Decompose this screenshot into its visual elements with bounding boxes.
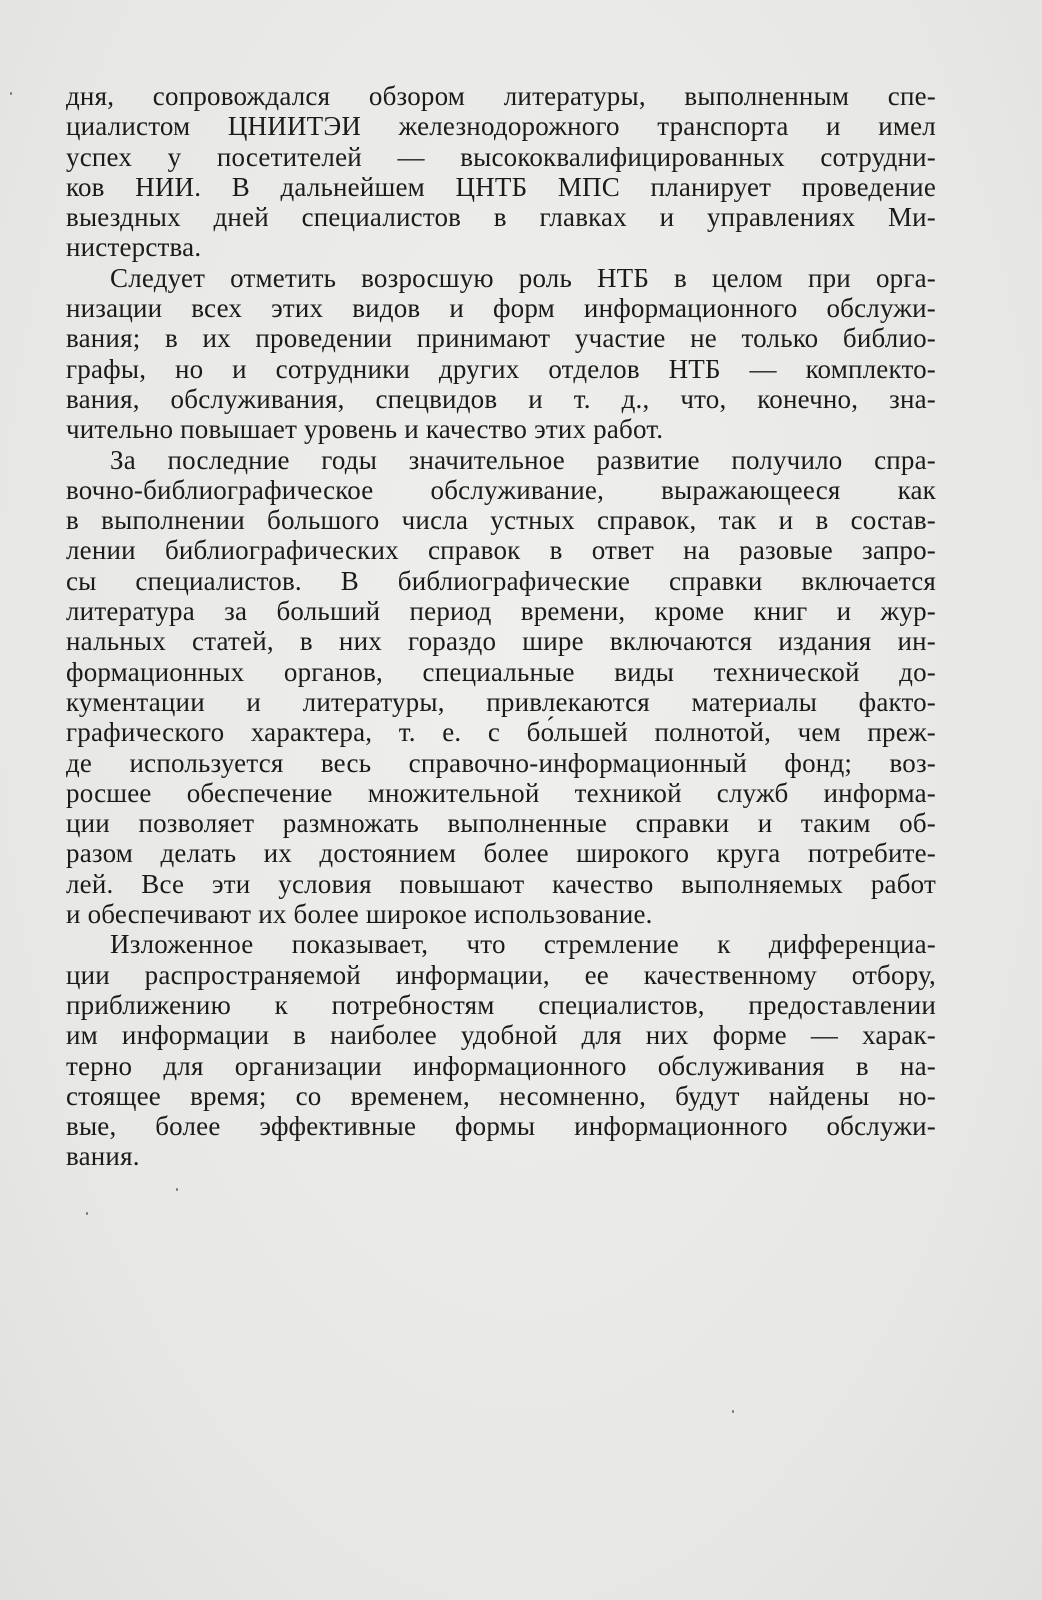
text-line: ции позволяет размножать выполненные справки и таким об- <box>66 808 936 839</box>
paragraph-2 <box>66 263 936 445</box>
text-line: вания; в их проведении принимают участие не только библио- <box>66 323 936 354</box>
text-line: лей. Все эти условия повышают качество выполняемых работ <box>66 868 936 899</box>
text-line: дня, сопровождался обзором литературы, выполненным спе- <box>66 81 936 111</box>
text-line: приближению к потребностям специалистов, предоставлении <box>66 989 936 1020</box>
scan-speck <box>732 1410 734 1413</box>
text-line: формационных органов, специальные виды технической до- <box>66 656 936 687</box>
text-line: им информации в наиболее удобной для них форме — харак- <box>66 1020 936 1051</box>
text-line: литература за больший период времени, кроме книг и жур- <box>66 596 936 627</box>
scan-speck <box>86 1212 88 1215</box>
text-line: в выполнении большого числа устных справок, так и в состав- <box>66 505 936 536</box>
paragraph-3 <box>66 445 936 930</box>
text-line: Следует отметить возросшую роль НТБ в целом при орга- <box>110 262 936 293</box>
text-line: вочно-библиографическое обслуживание, выражающееся как <box>66 474 936 505</box>
text-line: За последние годы значительное развитие получило спра- <box>110 444 936 475</box>
text-line: стоящее время; со временем, несомненно, будут найдены но- <box>66 1080 936 1111</box>
text-line: нальных статей, в них гораздо шире включаются издания ин- <box>66 626 936 657</box>
text-line: низации всех этих видов и форм информационного обслужи- <box>66 293 936 324</box>
text-line: разом делать их достоянием более широкого круга потребите- <box>66 838 936 869</box>
text-line: сы специалистов. В библиографические справки включается <box>66 565 936 596</box>
text-line: графического характера, т. е. с бо́льшей полнотой, чем преж- <box>66 717 936 748</box>
text-line: терно для организации информационного обслуживания в на- <box>66 1050 936 1081</box>
text-line: выездных дней специалистов в главках и управлениях Ми- <box>66 202 936 233</box>
text-line: нистерства. <box>66 232 202 263</box>
text-line: росшее обеспечение множительной техникой служб информа- <box>66 777 936 808</box>
page-text <box>66 81 936 1172</box>
paragraph-1 <box>66 81 936 263</box>
text-line: ков НИИ. В дальнейшем ЦНТБ МПС планирует проведение <box>66 171 936 202</box>
text-line: де используется весь справочно-информационный фонд; воз- <box>66 747 936 778</box>
text-line: графы, но и сотрудники других отделов НТБ — комплекто- <box>66 353 936 384</box>
text-line: вания, обслуживания, спецвидов и т. д., что, конечно, зна- <box>66 383 936 414</box>
text-line: вания. <box>66 1141 140 1172</box>
text-line: циалистом ЦНИИТЭИ железнодорожного транспорта и имел <box>66 111 936 142</box>
text-line: успех у посетителей — высококвалифицированных сотрудни- <box>66 141 936 172</box>
text-line: ции распространяемой информации, ее качественному отбору, <box>66 959 936 990</box>
text-line: чительно повышает уровень и качество этих работ. <box>66 414 664 445</box>
scan-speck <box>10 92 12 95</box>
scan-speck <box>176 1188 178 1191</box>
paragraph-4 <box>66 929 936 1171</box>
text-line: вые, более эффективные формы информационного обслужи- <box>66 1111 936 1142</box>
text-line: кументации и литературы, привлекаются материалы факто- <box>66 686 936 717</box>
text-line: Изложенное показывает, что стремление к дифференциа- <box>110 929 936 960</box>
text-line: лении библиографических справок в ответ на разовые запро- <box>66 535 936 566</box>
text-line: и обеспечивают их более широкое использование. <box>66 899 653 930</box>
